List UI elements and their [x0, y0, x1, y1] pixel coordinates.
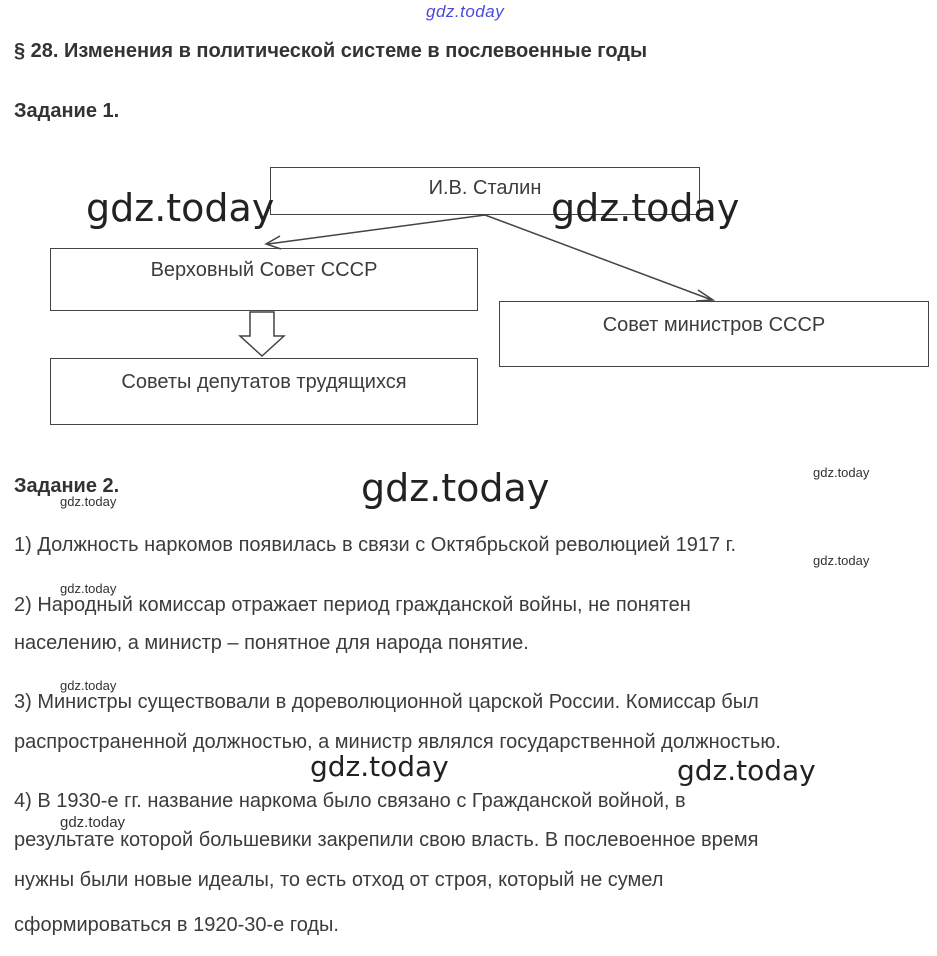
- answer-line-7: результате которой большевики закрепили свою власть. В послевоенное время: [14, 829, 759, 851]
- answer-line-1: 1) Должность наркомов появилась в связи с Октябрьской революцией 1917 г.: [14, 534, 737, 556]
- watermark-big: gdz.today: [677, 754, 816, 787]
- watermark-small: gdz.today: [813, 465, 870, 480]
- watermark-small: gdz.today: [60, 581, 117, 596]
- watermark-big: gdz.today: [361, 466, 550, 510]
- answer-line-6: 4) В 1930-е гг. название наркома было связано с Гражданской войной, в: [14, 790, 686, 812]
- answer-line-2: 2) Народный комиссар отражает период гражданской войны, не понятен: [14, 594, 691, 616]
- watermark-big: gdz.today: [551, 186, 740, 230]
- watermark-big: gdz.today: [310, 750, 449, 783]
- supreme-soviet-label: Верховный Совет СССР: [150, 259, 378, 281]
- watermark-small: gdz.today: [813, 553, 870, 568]
- answer-line-3: населению, а министр – понятное для народа понятие.: [14, 632, 529, 654]
- stalin-label: И.В. Сталин: [428, 177, 542, 199]
- watermark-small: gdz.today: [60, 494, 117, 509]
- watermark-small: gdz.today: [60, 814, 126, 831]
- arrow-to-supreme-soviet: [268, 215, 485, 244]
- workers-soviets-label: Советы депутатов трудящихся: [121, 371, 407, 393]
- council-of-ministers-label: Совет министров СССР: [602, 314, 826, 336]
- watermark-big: gdz.today: [86, 186, 275, 230]
- answer-line-9: сформироваться в 1920-30-е годы.: [14, 914, 339, 936]
- hollow-down-arrow: [240, 312, 284, 356]
- page-title: § 28. Изменения в политической системе в послевоенные годы: [14, 40, 648, 62]
- answer-line-8: нужны были новые идеалы, то есть отход от строя, который не сумел: [14, 869, 664, 891]
- watermark-small: gdz.today: [60, 678, 117, 693]
- answer-line-5: распространенной должностью, а министр являлся государственной должностью.: [14, 731, 781, 753]
- top-watermark: gdz.today: [426, 2, 505, 21]
- task1-title: Задание 1.: [14, 100, 120, 122]
- answer-line-4: 3) Министры существовали в дореволюционной царской России. Комиссар был: [14, 691, 759, 713]
- task2-title: Задание 2.: [14, 475, 120, 497]
